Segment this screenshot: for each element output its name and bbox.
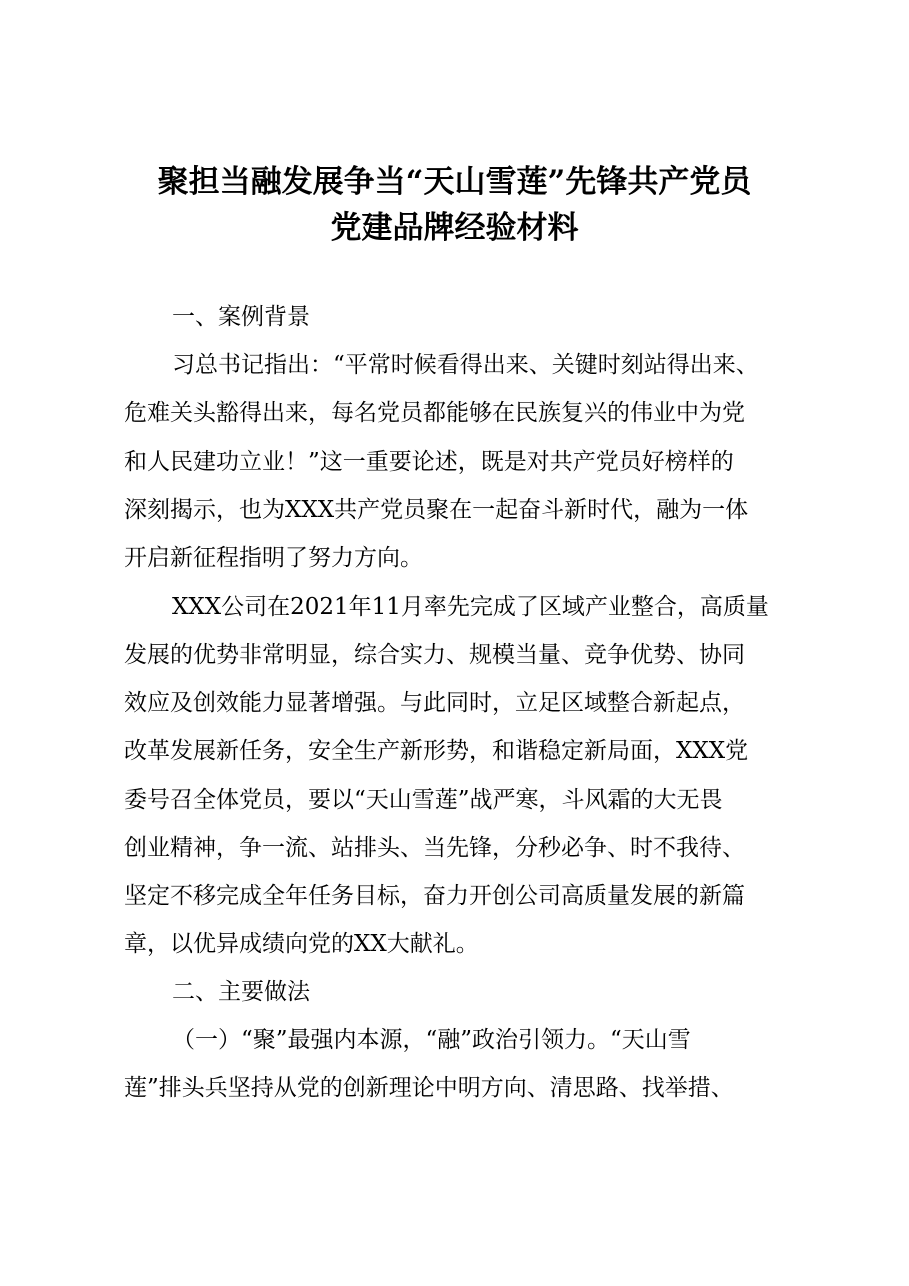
paragraph-3-line-2: 莲”排头兵坚持从党的创新理论中明方向、清思路、找举措、: [124, 1075, 734, 1101]
section-heading-background: 一、案例背景: [172, 304, 310, 330]
document-title-line-2: 党建品牌经验材料: [330, 210, 579, 246]
paragraph-1-line-2: 危难关头豁得出来，每名党员都能够在民族复兴的伟业中为党: [124, 400, 745, 426]
paragraph-2-line-6: 创业精神，争一流、站排头、当先锋，分秒必争、时不我待、: [124, 835, 745, 861]
paragraph-3-line-1: （一）“聚”最强内本源，“融”政治引领力。“天山雪: [172, 1027, 691, 1053]
paragraph-2-line-7: 坚定不移完成全年任务目标，奋力开创公司高质量发展的新篇: [124, 883, 745, 909]
paragraph-1-line-3: 和人民建功立业！”这一重要论述，既是对共产党员好榜样的: [124, 449, 734, 475]
paragraph-1-line-5: 开启新征程指明了努力方向。: [124, 545, 423, 571]
paragraph-2-line-5: 委号召全体党员，要以“天山雪莲”战严寒，斗风霜的大无畏: [124, 787, 723, 813]
paragraph-1-line-4: 深刻揭示，也为XXX共产党员聚在一起奋斗新时代，融为一体: [124, 497, 749, 523]
paragraph-2-line-1: XXX公司在2021年11月率先完成了区域产业整合，高质量: [172, 594, 769, 620]
paragraph-1-line-1: 习总书记指出：“平常时候看得出来、关键时刻站得出来、: [172, 352, 759, 378]
section-heading-main-practices: 二、主要做法: [172, 979, 310, 1005]
paragraph-2-line-8: 章，以优异成绩向党的XX大献礼。: [124, 931, 479, 957]
paragraph-2-line-3: 效应及创效能力显著增强。与此同时，立足区域整合新起点，: [124, 690, 745, 716]
document-title-line-1: 聚担当融发展争当“天山雪莲”先锋共产党员: [157, 164, 752, 200]
paragraph-2-line-4: 改革发展新任务，安全生产新形势，和谐稳定新局面，XXX党: [124, 738, 749, 764]
paragraph-2-line-2: 发展的优势非常明显，综合实力、规模当量、竞争优势、协同: [124, 642, 745, 668]
